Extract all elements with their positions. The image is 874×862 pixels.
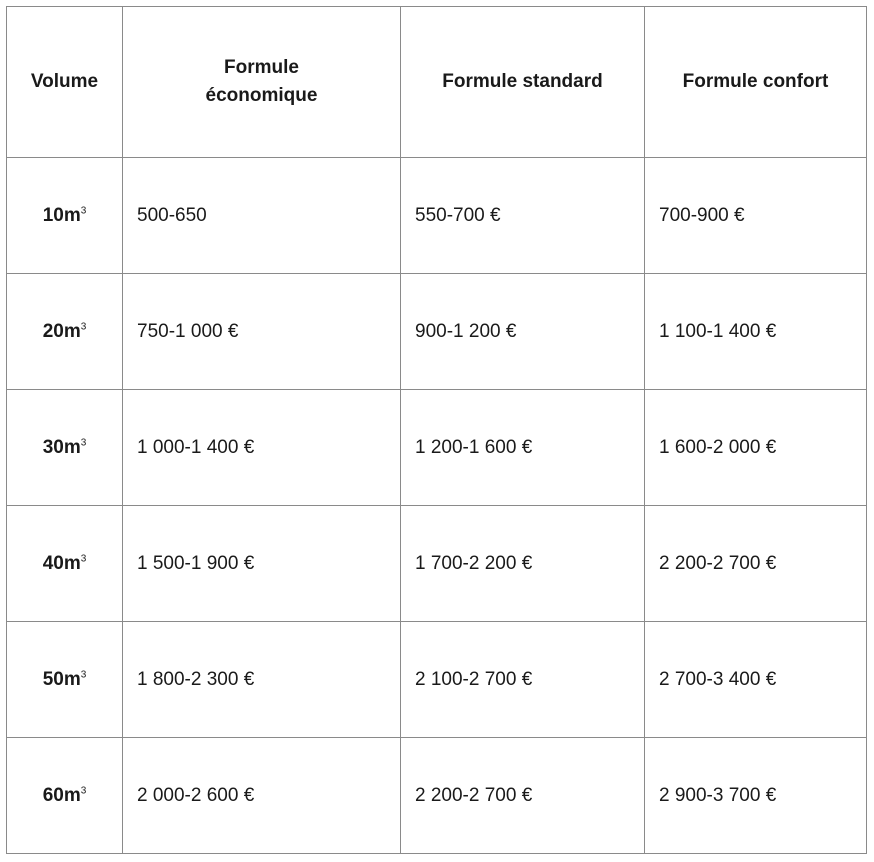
- volume-cell: [7, 506, 123, 622]
- price-confort: 2 700-3 400 €: [645, 622, 867, 738]
- volume-cell: [7, 738, 123, 854]
- volume-value: 20m: [42, 320, 81, 342]
- volume-cell: [7, 390, 123, 506]
- volume-cell: [7, 622, 123, 738]
- header-formule-confort: Formule confort: [645, 7, 867, 158]
- price-confort: 1 100-1 400 €: [645, 274, 867, 390]
- price-standard: 2 200-2 700 €: [401, 738, 645, 854]
- volume-exponent: 3: [80, 785, 87, 797]
- table-row: [7, 738, 867, 854]
- price-economique: 1 800-2 300 €: [123, 622, 401, 738]
- volume-exponent: 3: [80, 669, 87, 681]
- volume-value: 40m: [42, 552, 81, 574]
- price-standard: 1 200-1 600 €: [401, 390, 645, 506]
- volume-cell: [7, 158, 123, 274]
- price-economique: 750-1 000 €: [123, 274, 401, 390]
- header-formule-standard: Formule standard: [401, 7, 645, 158]
- volume-value: 60m: [42, 784, 81, 806]
- price-confort: 2 200-2 700 €: [645, 506, 867, 622]
- volume-exponent: 3: [80, 553, 87, 565]
- header-row: [7, 7, 867, 158]
- price-economique: 1 500-1 900 €: [123, 506, 401, 622]
- volume-cell: [7, 274, 123, 390]
- price-economique: 1 000-1 400 €: [123, 390, 401, 506]
- table-row: [7, 622, 867, 738]
- volume-exponent: 3: [80, 437, 87, 449]
- header-formule-economique: [123, 7, 401, 158]
- price-standard: 1 700-2 200 €: [401, 506, 645, 622]
- volume-value: 30m: [42, 436, 81, 458]
- header-formule-economique-label: Formule économique: [205, 57, 318, 106]
- price-standard: 2 100-2 700 €: [401, 622, 645, 738]
- volume-value: 50m: [42, 668, 81, 690]
- table-body: [7, 158, 867, 854]
- table-row: [7, 390, 867, 506]
- volume-value: 10m: [42, 204, 81, 226]
- price-confort: 1 600-2 000 €: [645, 390, 867, 506]
- price-economique: 500-650: [123, 158, 401, 274]
- table-row: [7, 158, 867, 274]
- price-confort: 700-900 €: [645, 158, 867, 274]
- table-row: [7, 274, 867, 390]
- table-header: [7, 7, 867, 158]
- volume-exponent: 3: [80, 321, 87, 333]
- price-standard: 550-700 €: [401, 158, 645, 274]
- header-volume: Volume: [7, 7, 123, 158]
- volume-exponent: 3: [80, 205, 87, 217]
- price-standard: 900-1 200 €: [401, 274, 645, 390]
- price-economique: 2 000-2 600 €: [123, 738, 401, 854]
- table-row: [7, 506, 867, 622]
- moving-price-table: [6, 6, 867, 854]
- price-confort: 2 900-3 700 €: [645, 738, 867, 854]
